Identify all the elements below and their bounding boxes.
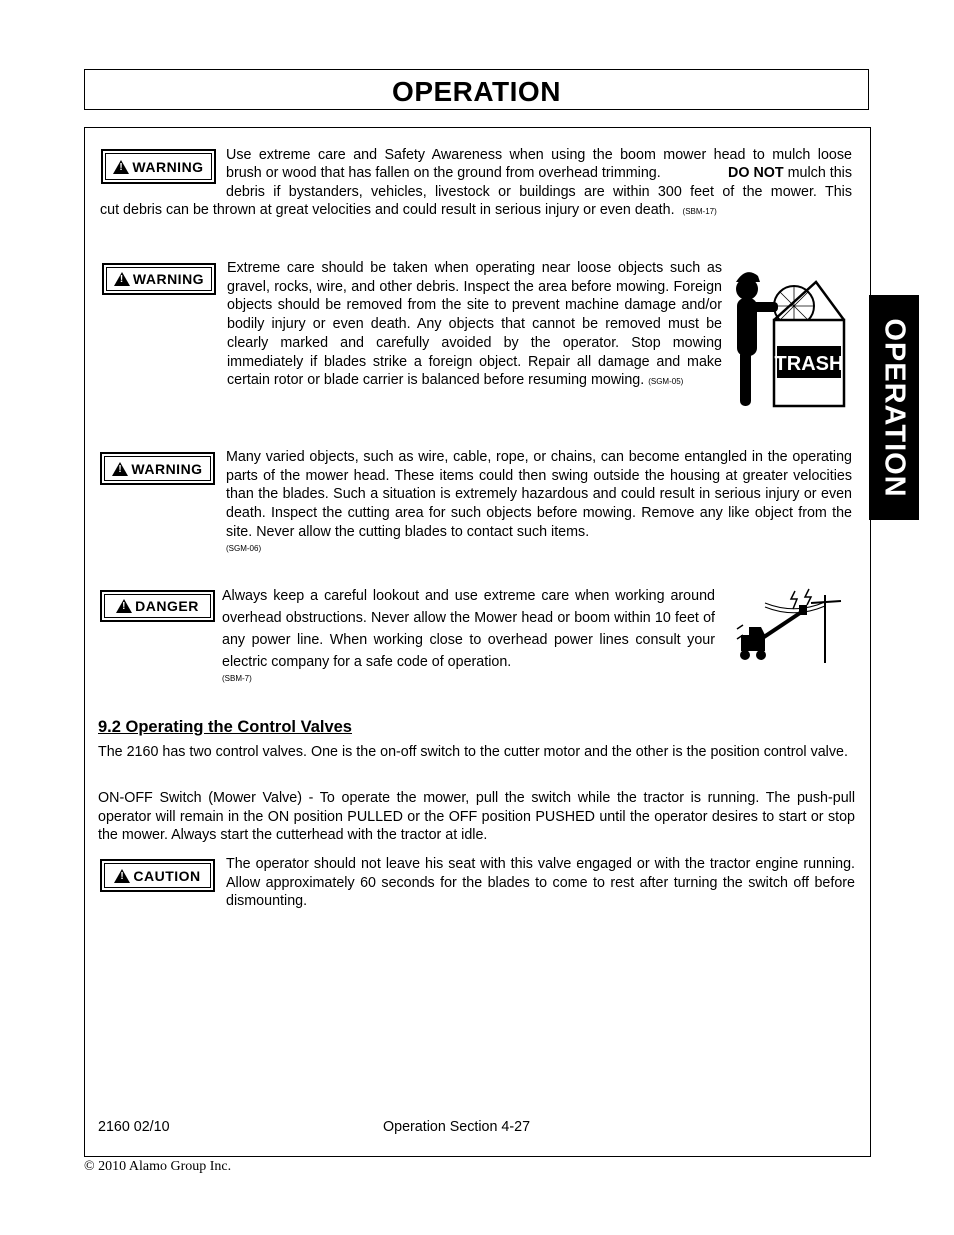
section-heading: 9.2 Operating the Control Valves xyxy=(98,718,352,736)
section-paragraph-1: The 2160 has two control valves. One is the on-off switch to the cutter motor and the other is the position control valve. xyxy=(98,744,848,760)
footer-model-date: 2160 02/10 xyxy=(98,1119,170,1135)
hazard-triangle-icon xyxy=(116,599,132,613)
reference-code: (SGM-05) xyxy=(648,377,684,387)
danger-text: Always keep a careful lookout and use extreme care when working around overhead obstructions. Never allow the Mower head or boom within 10 feet of any power line. When working close to overhead power lines consult your electric company for a safe code of operation. xyxy=(222,588,715,670)
section-side-tab xyxy=(869,295,919,520)
footer-page-number: Operation Section 4-27 xyxy=(383,1119,531,1135)
reference-code: (SGM-06) xyxy=(226,544,262,553)
reference-code: (SBM-7) xyxy=(222,674,252,683)
copyright: © 2010 Alamo Group Inc. xyxy=(84,1159,232,1174)
trash-label: TRASH xyxy=(774,353,844,375)
hazard-triangle-icon xyxy=(113,160,129,174)
hazard-triangle-icon xyxy=(114,272,130,286)
danger-badge: ! DANGER xyxy=(100,590,215,622)
caution-text: The operator should not leave his seat with this valve engaged or with the tractor engine running. Allow approximately 60 seconds for the blades to come to rest after turning the switch off before dismounting. xyxy=(226,856,855,910)
hazard-triangle-icon xyxy=(112,462,128,476)
warning1-line1: Use extreme care and Safety Awareness when using the boom mower head to mulch loose xyxy=(226,147,852,163)
section-paragraph-2: ON-OFF Switch (Mower Valve) - To operate the mower, pull the switch while the tractor is running. The push-pull operator will remain in the ON position PULLED or the OFF position PUSHED until the operator desires to start or stop the mower. Always start the cutterhead with the tractor at idle. xyxy=(98,790,855,844)
warning-badge: ! WARNING xyxy=(101,149,216,184)
side-tab-label: OPERATION xyxy=(878,317,911,498)
hazard-triangle-icon xyxy=(114,869,130,883)
warning1-line3: debris if bystanders, vehicles, livestock or buildings are within 300 feet of the mower. This xyxy=(226,184,852,200)
warning3-text: Many varied objects, such as wire, cable, rope, or chains, can become entangled in the operating parts of the mower head. These items could then swing outside the housing at greater velocities than the blades. Such a situation is extremely hazardous and could result in serious injury or even death. Inspect the cutting area for such objects before mowing. Remove any like object from the site. Never allow the cutting blades to contact such items. xyxy=(226,449,852,540)
do-not-emphasis: DO NOT xyxy=(728,165,784,181)
warning1-line4: cut debris can be thrown at great velocities and could result in serious injury or even death. (SBM-17) xyxy=(100,202,717,218)
power-line-illustration xyxy=(735,585,845,665)
page-title: OPERATION xyxy=(392,76,561,107)
caution-badge: ! CAUTION xyxy=(100,859,215,892)
warning1-line2: brush or wood that has fallen on the ground from overhead trimming. DO NOT mulch this xyxy=(226,165,852,181)
page-header-box xyxy=(84,69,869,110)
trash-illustration xyxy=(732,262,850,412)
warning-badge: ! WARNING xyxy=(100,452,215,485)
warning2-text: Extreme care should be taken when operating near loose objects such as gravel, rocks, wire, and other debris. Inspect the area before mowing. Foreign objects should be removed from the site to prevent machine damage and/or bodily injury or even death. Any objects that cannot be removed must be clearly marked and carefully avoided by the operator. Stop mowing immediately if blades strike a foreign object. Repair all damage and make certain rotor or blade carrier is balanced before resuming mowing. (SGM-05) xyxy=(227,260,722,389)
reference-code: (SBM-17) xyxy=(682,207,717,216)
warning-badge: ! WARNING xyxy=(102,263,216,295)
